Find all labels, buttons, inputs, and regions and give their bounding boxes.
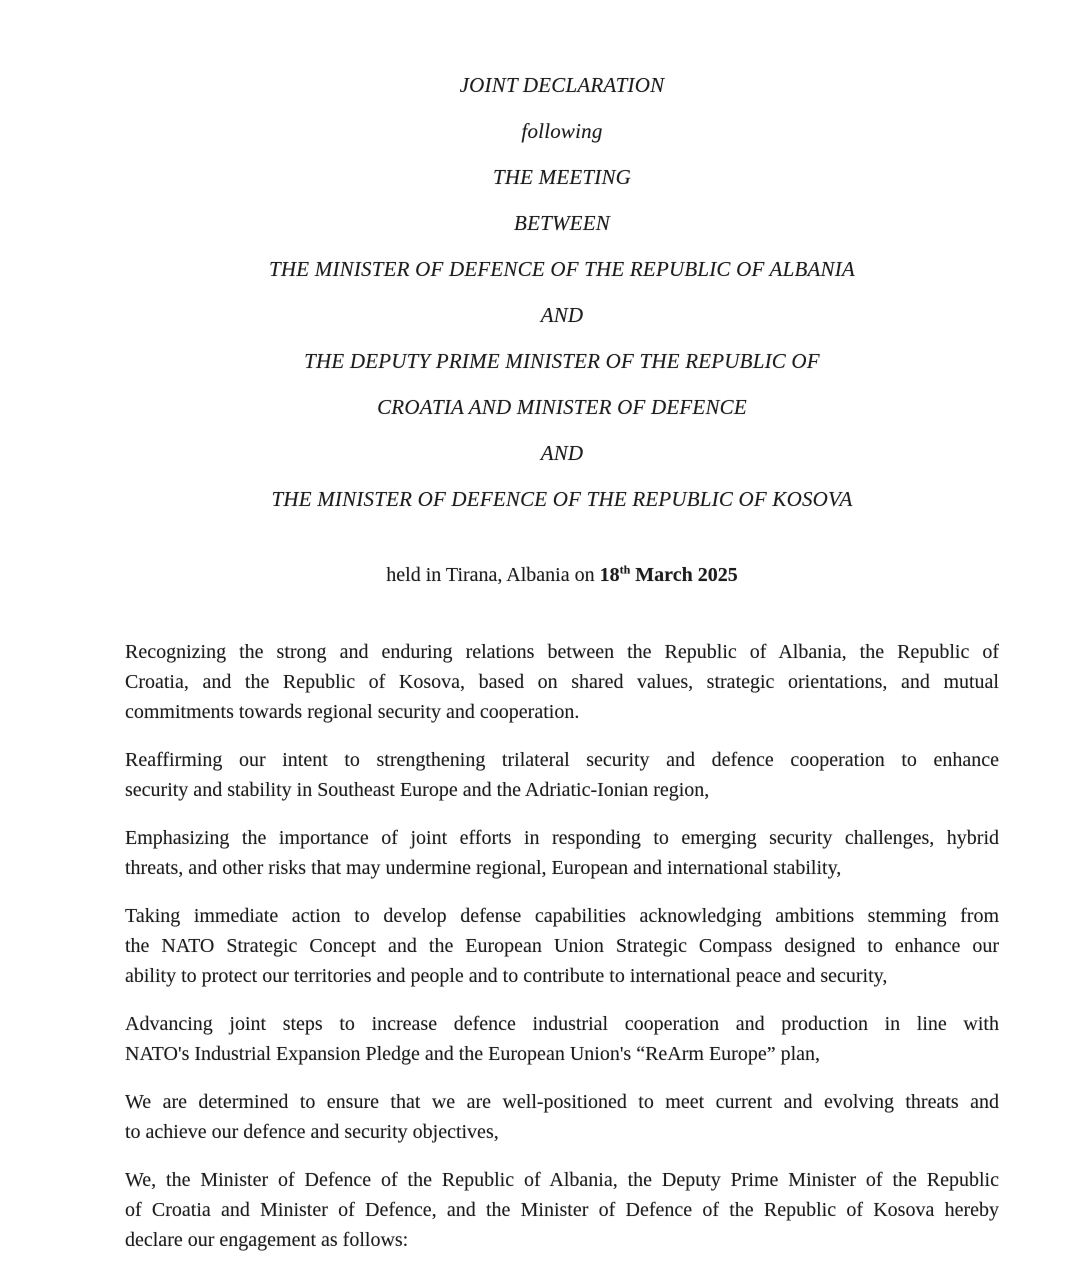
paragraph-line: Reaffirming our intent to strengthening trilateral security and defence cooperation to enhance [125, 749, 999, 771]
date-month-year: March 2025 [630, 564, 738, 586]
date-day: 18 [599, 564, 620, 586]
date-ordinal-suffix: th [619, 562, 631, 577]
paragraph-line: Taking immediate action to develop defense capabilities acknowledging ambitions stemming from [125, 905, 999, 927]
date-value [600, 564, 738, 586]
paragraph-line: declare our engagement as follows: [125, 1229, 409, 1251]
paragraph-line: We, the Minister of Defence of the Republic of Albania, the Deputy Prime Minister of the Republic [125, 1169, 999, 1191]
paragraph-line: Croatia, and the Republic of Kosova, based on shared values, strategic orientations, and mutual [125, 671, 999, 693]
title-line-between: BETWEEN [514, 211, 610, 235]
paragraph-line: to achieve our defence and security objectives, [125, 1121, 499, 1143]
title-line-minister-kosova: THE MINISTER OF DEFENCE OF THE REPUBLIC OF KOSOVA [271, 487, 853, 511]
paragraph-line: commitments towards regional security and cooperation. [125, 701, 580, 723]
title-line-minister-albania: THE MINISTER OF DEFENCE OF THE REPUBLIC OF ALBANIA [269, 257, 855, 281]
paragraph-line: NATO's Industrial Expansion Pledge and the European Union's “ReArm Europe” plan, [125, 1043, 821, 1065]
title-line-joint-declaration: JOINT DECLARATION [459, 73, 665, 97]
paragraph-line: of Croatia and Minister of Defence, and the Minister of Defence of the Republic of Kosova hereby [125, 1199, 999, 1221]
paragraph-taking-action [125, 901, 999, 991]
title-line-deputy-pm-croatia-1: THE DEPUTY PRIME MINISTER OF THE REPUBLIC OF [304, 349, 820, 373]
body-text [125, 637, 999, 1255]
title-block [125, 62, 999, 522]
date-line [125, 561, 999, 589]
paragraph-declaration-intro [125, 1165, 999, 1255]
paragraph-line: Emphasizing the importance of joint efforts in responding to emerging security challenges, hybrid [125, 827, 999, 849]
paragraph-line: Advancing joint steps to increase defence industrial cooperation and production in line with [125, 1013, 999, 1035]
paragraph-determined [125, 1087, 999, 1147]
paragraph-advancing [125, 1009, 999, 1069]
title-line-and-1: AND [540, 303, 584, 327]
paragraph-reaffirming [125, 745, 999, 805]
paragraph-line: the NATO Strategic Concept and the European Union Strategic Compass designed to enhance our [125, 935, 999, 957]
paragraph-emphasizing [125, 823, 999, 883]
paragraph-line: We are determined to ensure that we are well-positioned to meet current and evolving threats and [125, 1091, 999, 1113]
paragraph-line: Recognizing the strong and enduring relations between the Republic of Albania, the Republic of [125, 641, 999, 663]
paragraph-line: threats, and other risks that may undermine regional, European and international stability, [125, 857, 842, 879]
paragraph-line: ability to protect our territories and people and to contribute to international peace and security, [125, 965, 888, 987]
title-line-deputy-pm-croatia-2: CROATIA AND MINISTER OF DEFENCE [377, 395, 747, 419]
date-prefix: held in Tirana, Albania on [386, 564, 600, 586]
title-line-and-2: AND [540, 441, 584, 465]
paragraph-line: security and stability in Southeast Europe and the Adriatic-Ionian region, [125, 779, 710, 801]
title-line-following: following [521, 119, 603, 143]
title-line-the-meeting: THE MEETING [492, 165, 632, 189]
paragraph-recognizing [125, 637, 999, 727]
scanned-document [125, 62, 999, 1255]
